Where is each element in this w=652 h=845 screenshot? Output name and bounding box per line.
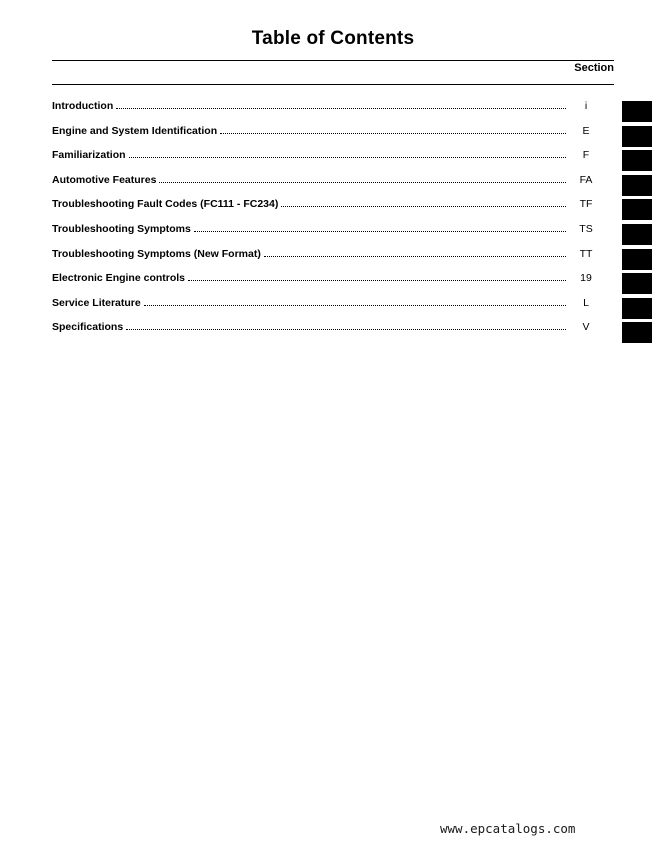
toc-entry-title: Specifications (52, 321, 124, 334)
dot-leader (220, 132, 566, 134)
section-tab-familiarization[interactable] (622, 150, 652, 171)
section-tab-troubleshooting-symptoms[interactable] (622, 224, 652, 245)
toc-entry-title: Familiarization (52, 149, 126, 162)
dot-leader (194, 230, 566, 232)
toc-entry-title: Service Literature (52, 296, 141, 309)
toc-entry-section-code: V (582, 321, 590, 334)
header-rule-bottom (52, 84, 614, 85)
toc-entry-section-code: FA (579, 173, 593, 186)
toc-entry-title: Troubleshooting Symptoms (52, 222, 191, 235)
section-tab-automotive-features[interactable] (622, 175, 652, 196)
dot-leader (129, 156, 566, 158)
section-tab-electronic-engine-controls[interactable] (622, 273, 652, 294)
toc-entry-title: Engine and System Identification (52, 124, 218, 137)
dot-leader (126, 328, 566, 330)
page-title: Table of Contents (251, 28, 415, 49)
section-thumb-tabs (622, 101, 652, 347)
toc-entry-troubleshooting-symptoms[interactable] (52, 223, 606, 248)
dot-leader (264, 255, 566, 257)
section-column-header: Section (574, 62, 614, 74)
toc-entry-section-code: TT (579, 247, 593, 260)
toc-entry-title: Electronic Engine controls (52, 272, 186, 285)
section-tab-fault-codes[interactable] (622, 199, 652, 220)
toc-entry-title: Introduction (52, 100, 114, 112)
toc-entry-section-code: F (582, 149, 590, 162)
toc-entry-section-code: TF (579, 198, 593, 211)
toc-entry-engine-identification[interactable] (52, 125, 606, 150)
dot-leader (188, 279, 566, 281)
header-rule-top (52, 60, 614, 61)
toc-entry-section-code: L (583, 296, 589, 309)
toc-entry-automotive-features[interactable] (52, 174, 606, 199)
dot-leader (116, 107, 566, 109)
section-tab-introduction[interactable] (622, 101, 652, 122)
toc-entry-familiarization[interactable] (52, 149, 606, 174)
section-tab-specifications[interactable] (622, 322, 652, 343)
toc-entry-section-code: E (582, 124, 590, 137)
toc-entry-introduction[interactable] (52, 100, 606, 125)
dot-leader (281, 205, 566, 207)
toc-entry-troubleshooting-symptoms-new[interactable] (52, 248, 606, 273)
toc-entry-title: Troubleshooting Fault Codes (FC111 - FC234) (52, 198, 279, 211)
toc-entry-section-code: TS (579, 222, 593, 235)
toc-entry-specifications[interactable] (52, 321, 606, 346)
toc-entry-title: Automotive Features (52, 173, 157, 186)
toc-entry-section-code: i (584, 100, 588, 112)
toc-entry-electronic-engine-controls[interactable] (52, 272, 606, 297)
section-tab-troubleshooting-symptoms-new[interactable] (622, 249, 652, 270)
dot-leader (159, 181, 566, 183)
toc-entry-fault-codes[interactable] (52, 198, 606, 223)
section-tab-service-literature[interactable] (622, 298, 652, 319)
footer-watermark-url: www.epcatalogs.com (440, 821, 576, 836)
toc-entry-section-code: 19 (580, 272, 592, 285)
toc-entry-service-literature[interactable] (52, 297, 606, 322)
toc-entry-title: Troubleshooting Symptoms (New Format) (52, 247, 261, 260)
dot-leader (144, 304, 566, 306)
toc-list (52, 100, 606, 346)
section-tab-engine-identification[interactable] (622, 126, 652, 147)
